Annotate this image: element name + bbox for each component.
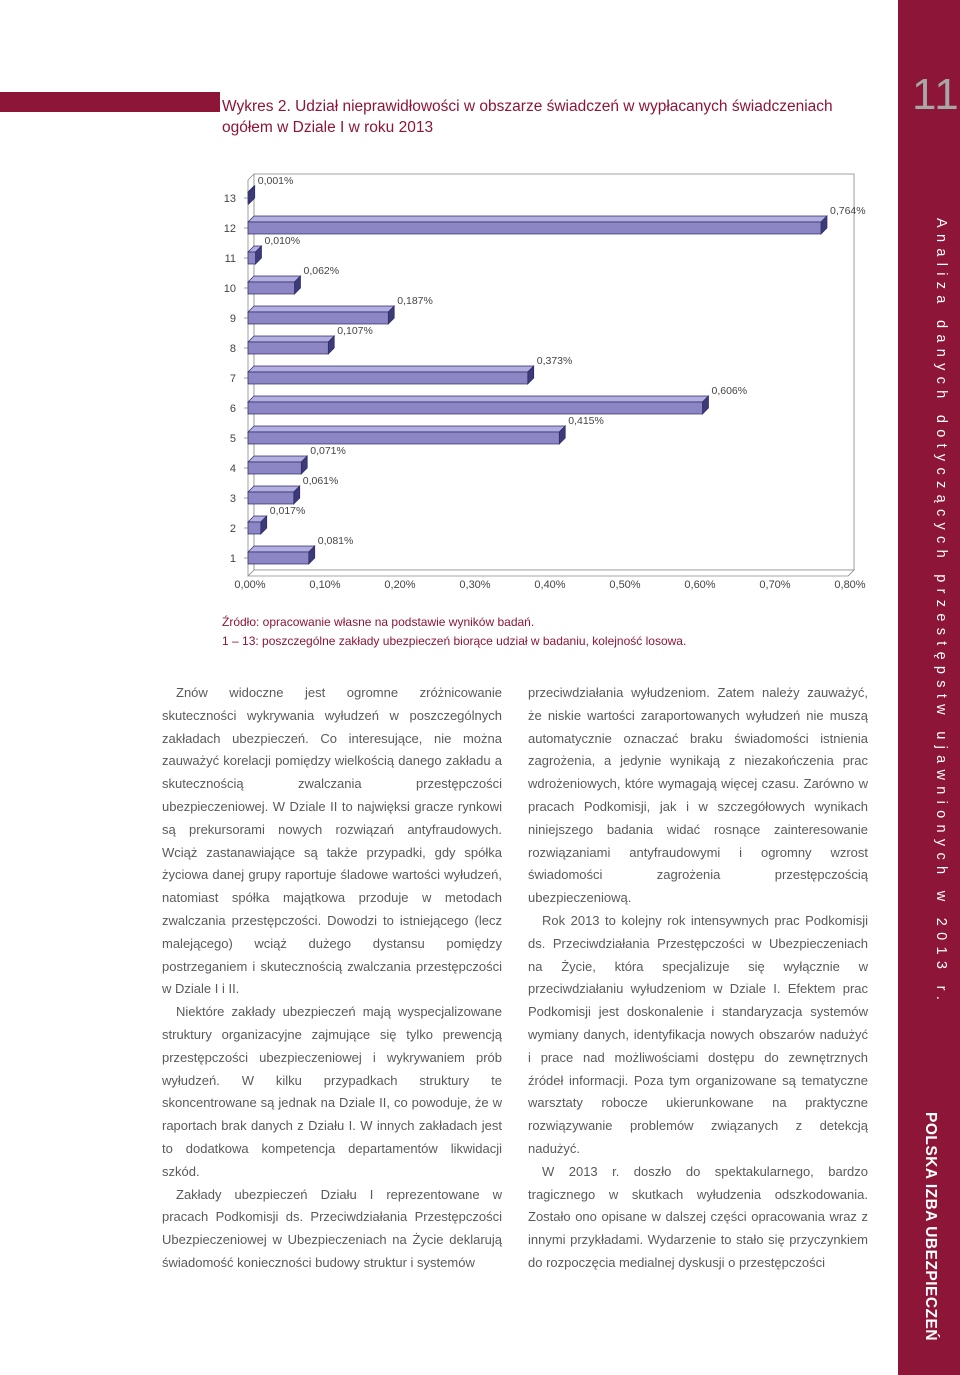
paragraph: Zakłady ubezpieczeń Działu I reprezentowane w pracach Podkomisji ds. Przeciwdziałania Przestępczości Ubezpieczeniowej w Ubezpieczeniach na Życie deklarują świadomość konieczności budowy struktur i systemów — [162, 1186, 502, 1270]
bar — [248, 522, 261, 534]
paragraph: przeciwdziałania wyłudzeniom. Zatem należy zauważyć, że niskie wartości zaraportowanych wyłudzeń nie muszą automatycznie oznaczać braku świadomości istnienia zagrożenia, a jedynie wynikają z niezakończenia prac wdrożeniowych, które wymagają więcej czasu. Zarówno w pracach Podkomisji, jak i w szczegółowych wynikach niniejszego badania widać rosnące zainteresowanie rozwiązaniami antyfraudowymi i ogromny wzrost świadomości zagrożenia przestępczością ubezpieczeniową. — [528, 685, 868, 906]
y-tick-labels — [224, 193, 236, 565]
value-label: 0,062% — [303, 265, 340, 277]
bar-top — [248, 336, 334, 342]
y-tick-label: 12 — [223, 223, 236, 235]
bar-top — [248, 396, 709, 402]
bar-top — [248, 456, 307, 462]
y-tick-label: 6 — [229, 403, 236, 415]
bar-top — [248, 306, 394, 312]
bar — [248, 222, 821, 234]
bar — [248, 252, 256, 264]
paragraph: Rok 2013 to kolejny rok intensywnych prac Podkomisji ds. Przeciwdziałania Przestępczości w Ubezpieczeniach na Życie, która specjalizuje się wyłącznie w przeciwdziałaniu wyłudzeniom w Dziale I. Efektem prac Podkomisji jest doskonalenie i standaryzacja systemów wymiany danych, identyfikacja nowych obszarów nadużyć i prace nad możliwościami dostępu do zewnętrznych źródeł informacji. Poza tym organizowane są tematyczne warsztaty robocze ukierunkowane na praktyczne rozwiązywanie problemów związanych z detekcją nadużyć. — [528, 912, 868, 1156]
value-label: 0,107% — [337, 325, 373, 337]
y-tick-label: 8 — [229, 343, 236, 355]
value-label: 0,017% — [269, 505, 306, 517]
x-tick-label: 0,50% — [609, 579, 641, 591]
text-column-left — [162, 682, 502, 1275]
sidebar-caption: Analiza danych dotyczących przestępstw ujawnionych w 2013 r. — [933, 218, 949, 1007]
bar-top — [248, 486, 300, 492]
y-tick-label: 10 — [223, 283, 236, 295]
x-tick-label: 0,60% — [684, 579, 716, 591]
bar — [248, 372, 528, 384]
bar — [248, 342, 328, 354]
paragraph: Znów widoczne jest ogromne zróżnicowanie skuteczności wykrywania wyłudzeń w poszczególnych zakładach ubezpieczeń. Co interesujące, nie można zauważyć korelacji pomiędzy wielkością danego zakładu a skutecznością zwalczania przestępczości ubezpieczeniowej. W Dziale II to najwięksi gracze rynkowi są prekursorami nowych rozwiązań antyfraudowych. Wciąż zastanawiające są także przypadki, gdy spółka życiowa danej grupy raportuje śladowe wartości wyłudzeń, natomiast spółka majątkowa przoduje w metodach zwalczania przestępczości. Dowodzi to istniejącego (lecz malejącego) wciąż dużego dystansu pomiędzy postrzeganiem i skutecznością zwalczania przestępczości w Dziale I i II. — [162, 685, 502, 997]
bar-top — [248, 426, 565, 432]
bar — [248, 402, 703, 414]
value-label: 0,081% — [317, 535, 354, 547]
bar — [248, 462, 301, 474]
y-tick-label: 9 — [229, 313, 236, 325]
bar-top — [248, 366, 534, 372]
axis-corner — [248, 174, 254, 180]
y-tick-label: 7 — [229, 373, 236, 385]
x-tick-label: 0,00% — [234, 579, 266, 591]
y-tick-label: 13 — [223, 193, 236, 205]
paragraph: W 2013 r. doszło do spektakularnego, bardzo tragicznego w skutkach wyłudzenia odszkodowania. Zostało ono opisane w dalszej części opracowania wraz z innymi przykładami. Wydarzenie to stało się przyczynkiem do rozpoczęcia medialnej dyskusji o przestępczości — [528, 1163, 868, 1270]
floor — [248, 570, 854, 576]
y-tick-label: 2 — [229, 523, 236, 535]
bar — [248, 312, 388, 324]
paragraph: Niektóre zakłady ubezpieczeń mają wyspecjalizowane struktury organizacyjne zajmujące się tylko prewencją przestępczości ubezpieczeniowej i wykrywaniem prób wyłudzeń. W kilku przypadkach struktury te skoncentrowane są jednak na Dziale II, co powoduje, że w raportach brak danych z Działu I. W innych zakładach jest to dodatkowa kompetencja departamentów likwidacji szkód. — [162, 1004, 502, 1179]
value-label: 0,071% — [310, 445, 346, 457]
x-tick-labels — [234, 579, 865, 591]
y-tick-label: 1 — [229, 553, 236, 565]
text-column-right — [528, 682, 868, 1275]
value-label: 0,061% — [302, 475, 339, 487]
bar — [248, 432, 559, 444]
y-tick-label: 3 — [229, 493, 236, 505]
bar — [248, 282, 295, 294]
chart-source — [222, 613, 686, 651]
bar-top — [248, 276, 301, 282]
value-label: 0,415% — [568, 415, 604, 427]
value-label: 0,764% — [830, 205, 866, 217]
source-line: Źródło: opracowanie własne na podstawie wyników badań. — [222, 615, 535, 629]
value-label: 0,187% — [397, 295, 433, 307]
page-number: 11 — [912, 70, 960, 119]
value-label: 0,373% — [536, 355, 573, 367]
value-label: 0,606% — [711, 385, 748, 397]
x-tick-label: 0,20% — [384, 579, 416, 591]
x-tick-label: 0,80% — [834, 579, 866, 591]
bar — [248, 192, 249, 204]
value-label: 0,010% — [264, 235, 301, 247]
bar-top — [248, 546, 315, 552]
bar-chart — [0, 0, 898, 610]
x-tick-label: 0,40% — [534, 579, 566, 591]
y-tick-label: 4 — [229, 463, 236, 475]
publisher-logo-text: POLSKA IZBA UBEZPIECZEŃ — [922, 1112, 939, 1342]
x-tick-label: 0,30% — [459, 579, 491, 591]
legend-note: 1 – 13: poszczególne zakłady ubezpieczeń biorące udział w badaniu, kolejność losowa. — [222, 634, 687, 648]
bar — [248, 552, 309, 564]
bar — [248, 492, 294, 504]
value-label: 0,001% — [257, 175, 294, 187]
bar-top — [248, 216, 827, 222]
y-tick-label: 5 — [229, 433, 236, 445]
chart-title: Wykres 2. Udział nieprawidłowości w obszarze świadczeń w wypłacanych świadczeniach ogółem w Dziale I w roku 2013 — [222, 98, 833, 136]
x-tick-label: 0,10% — [309, 579, 341, 591]
x-tick-label: 0,70% — [759, 579, 791, 591]
y-tick-label: 11 — [224, 253, 236, 265]
